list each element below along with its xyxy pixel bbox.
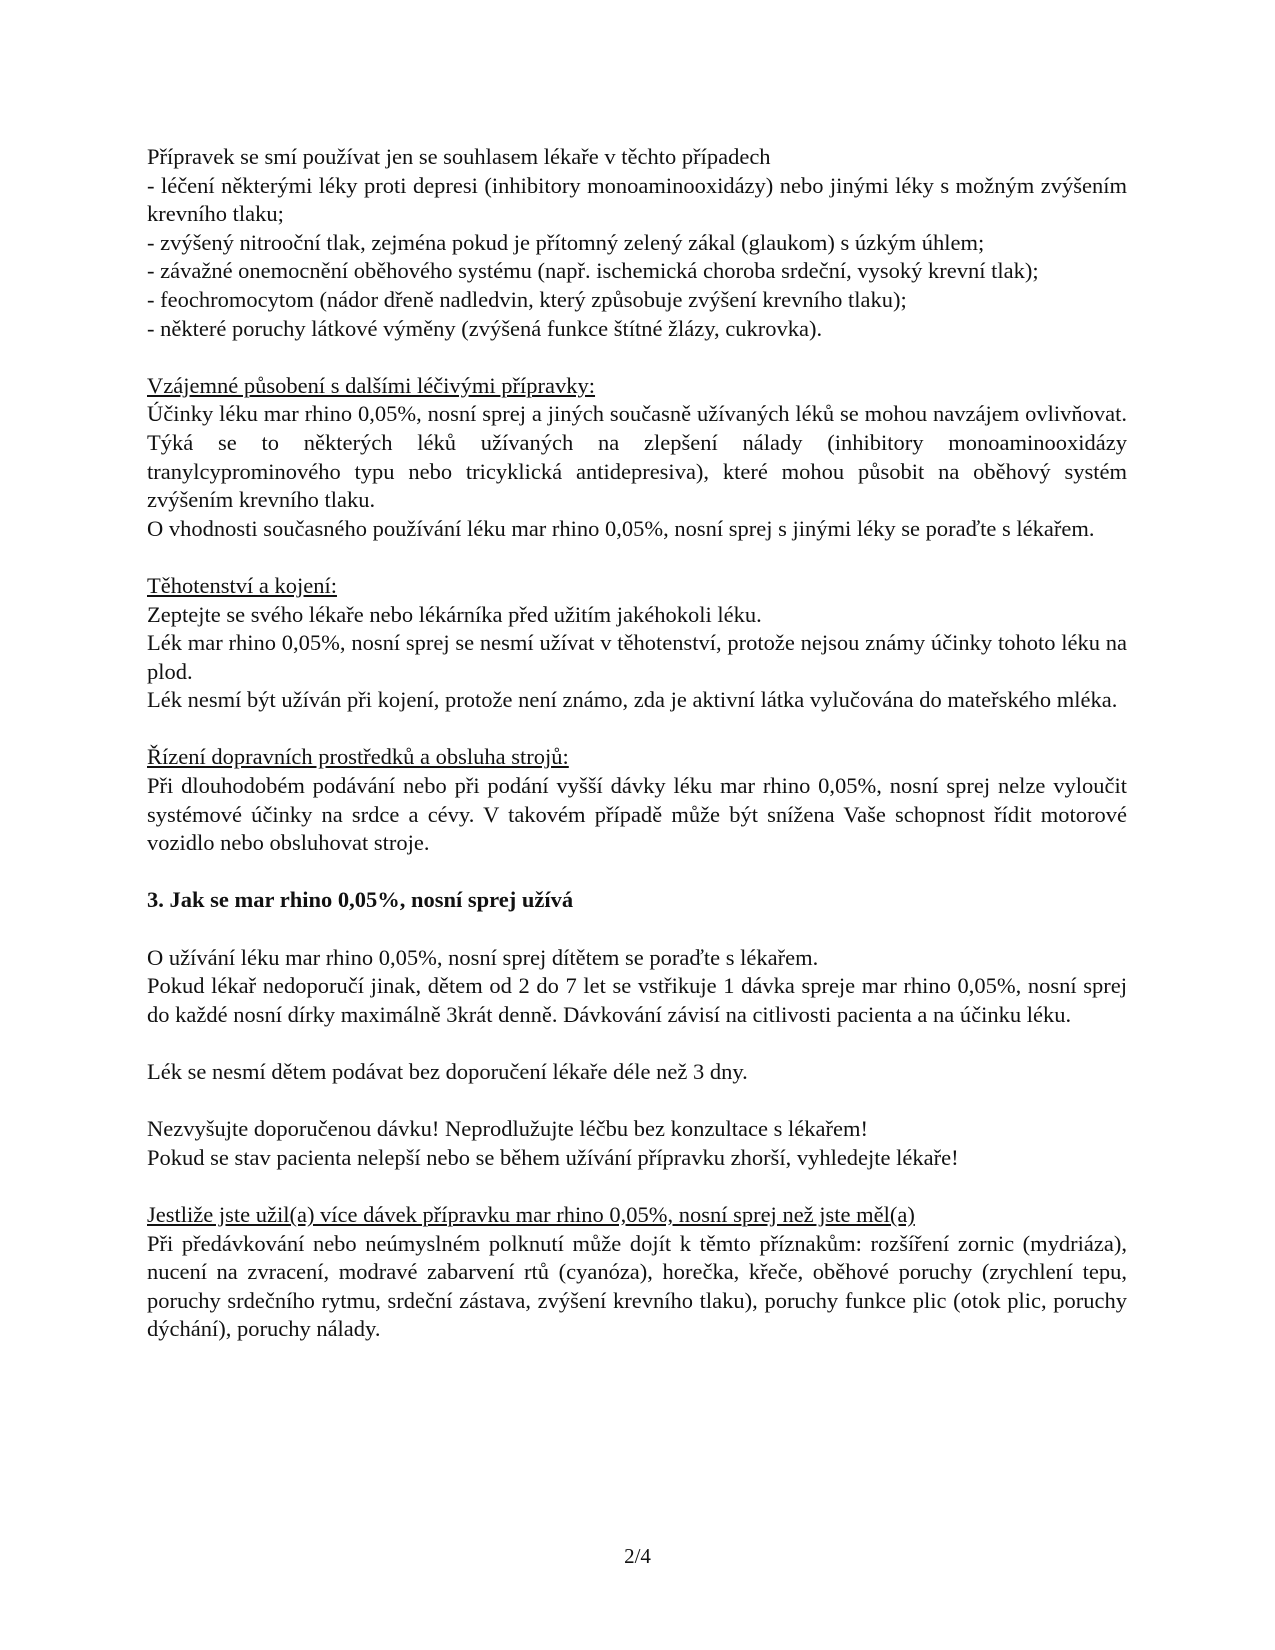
section-3-title: 3. Jak se mar rhino 0,05%, nosní sprej užívá	[147, 887, 574, 913]
intro-item-pheochromocytoma: - feochromocytom (nádor dřeně nadledvin, který způsobuje zvýšení krevního tlaku);	[147, 286, 907, 312]
section-3-paragraph-3: Lék se nesmí dětem podávat bez doporučení lékaře déle než 3 dny.	[147, 1059, 748, 1084]
interactions-heading: Vzájemné působení s dalšími léčivými přípravky:	[147, 372, 596, 398]
section-3-paragraph-2: Pokud lékař nedoporučí jinak, dětem od 2 do 7 let se vstřikuje 1 dávka spreje mar rhino 0,05%, nosní sprej do každé nosní dírky maximálně 3krát denně. Dávkování závisí na citlivosti pacienta a na účinku léku.	[147, 973, 1127, 1027]
driving-paragraph: Při dlouhodobém podávání nebo při podání vyšší dávky léku mar rhino 0,05%, nosní sprej nelze vyloučit systémové účinky na srdce a cévy. V takovém případě může být snížena Vaše schopnost řídit motorové vozidlo nebo obsluhovat stroje.	[147, 773, 1127, 856]
interactions-section	[147, 372, 1127, 544]
pregnancy-paragraph-2: Lék mar rhino 0,05%, nosní sprej se nesmí užívat v těhotenství, protože nejsou známy účinky tohoto léku na plod.	[147, 630, 1127, 684]
pregnancy-paragraph-1: Zeptejte se svého lékaře nebo lékárníka před užitím jakéhokoli léku.	[147, 601, 762, 627]
interactions-paragraph: Účinky léku mar rhino 0,05%, nosní sprej a jiných současně užívaných léků se mohou navzájem ovlivňovat. Týká se to některých léků užívaných na zlepšení nálady (inhibitory monoaminooxidázy tranylcyprominového typu nebo tricyklická antidepresiva), které mohou působit na oběhový systém zvýšením krevního tlaku.	[147, 401, 1127, 513]
overdose-paragraph: Při předávkování nebo neúmyslném polknutí může dojít k těmto příznakům: rozšíření zornic (mydriáza), nucení na zvracení, modravé zabarvení rtů (cyanóza), horečka, křeče, oběhové poruchy (zrychlení tepu, poruchy srdečního rytmu, srdeční zástava, zvýšení krevního tlaku), poruchy funkce plic (otok plic, poruchy dýchání), poruchy nálady.	[147, 1230, 1127, 1342]
overdose-section	[147, 1201, 1127, 1344]
intro-item-maoi: - léčení některými léky proti depresi (inhibitory monoaminooxidázy) nebo jinými léky s možným zvýšením krevního tlaku;	[147, 172, 1127, 227]
intro-item-metabolic: - některé poruchy látkové výměny (zvýšená funkce štítné žlázy, cukrovka).	[147, 315, 823, 341]
intro-lead: Přípravek se smí používat jen se souhlasem lékaře v těchto případech	[147, 144, 771, 169]
page-number: 2/4	[624, 1544, 651, 1568]
spacer	[147, 715, 1127, 744]
pregnancy-section	[147, 572, 1127, 715]
interactions-advice: O vhodnosti současného používání léku mar rhino 0,05%, nosní sprej s jinými léky se poraďte s lékařem.	[147, 515, 1095, 541]
spacer	[147, 915, 1127, 944]
intro-section	[147, 143, 1127, 343]
spacer	[147, 858, 1127, 887]
intro-item-glaucoma: - zvýšený nitrooční tlak, zejména pokud je přítomný zelený zákal (glaukom) s úzkým úhlem;	[147, 229, 985, 255]
intro-item-circulatory: - závažné onemocnění oběhového systému (např. ischemická choroba srdeční, vysoký krevní tlak);	[147, 258, 1039, 284]
spacer	[147, 1029, 1127, 1058]
spacer	[147, 343, 1127, 372]
document-body	[147, 143, 1127, 1344]
driving-heading: Řízení dopravních prostředků a obsluha strojů:	[147, 744, 569, 770]
spacer	[147, 543, 1127, 572]
pregnancy-heading: Těhotenství a kojení:	[147, 572, 337, 598]
section-3-paragraph-5: Pokud se stav pacienta nelepší nebo se během užívání přípravku zhorší, vyhledejte lékaře!	[147, 1144, 959, 1170]
overdose-heading: Jestliže jste užil(a) více dávek přípravku mar rhino 0,05%, nosní sprej než jste měl(a)	[147, 1201, 915, 1227]
driving-section	[147, 743, 1127, 857]
section-3	[147, 886, 1127, 1172]
section-3-paragraph-1: O užívání léku mar rhino 0,05%, nosní sprej dítětem se poraďte s lékařem.	[147, 944, 819, 970]
pregnancy-paragraph-3: Lék nesmí být užíván při kojení, protože není známo, zda je aktivní látka vylučována do mateřského mléka.	[147, 687, 1118, 713]
section-3-paragraph-4: Nezvyšujte doporučenou dávku! Neprodlužujte léčbu bez konzultace s lékařem!	[147, 1116, 868, 1142]
spacer	[147, 1087, 1127, 1116]
spacer	[147, 1172, 1127, 1201]
